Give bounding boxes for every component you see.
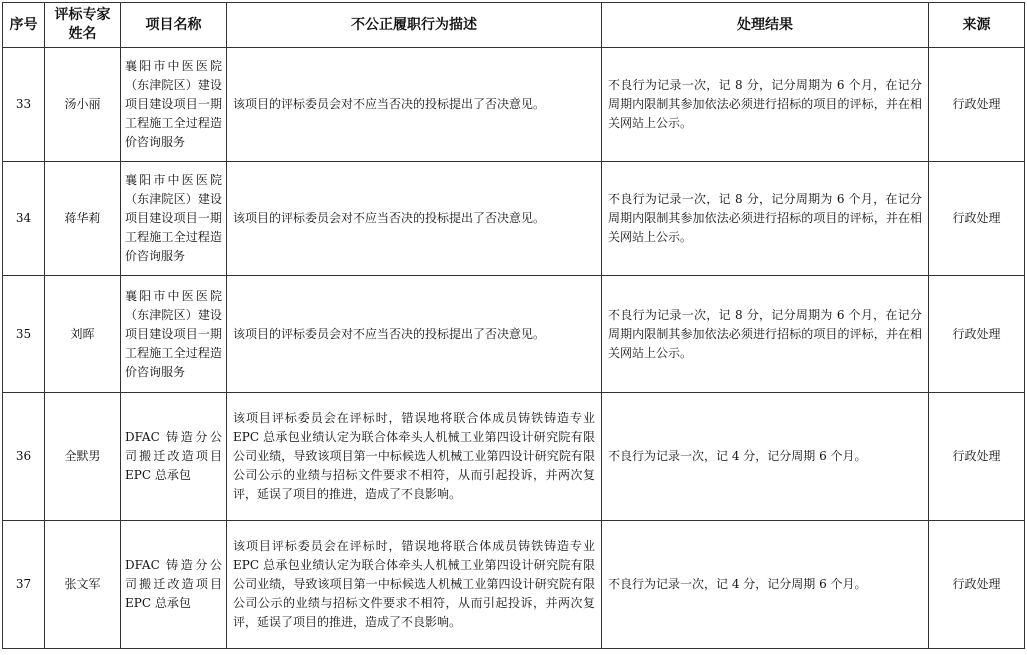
misconduct-description-cell: 该项目的评标委员会对不应当否决的投标提出了否决意见。 [227, 48, 602, 162]
serial-number-cell: 36 [3, 393, 45, 521]
header-misconduct-description: 不公正履职行为描述 [227, 3, 602, 48]
source-cell: 行政处理 [929, 48, 1025, 162]
penalty-records-table [2, 2, 1025, 649]
handling-result-cell: 不良行为记录一次，记 8 分，记分周期为 6 个月，在记分周期内限制其参加依法必须进行招标的项目的评标，并在相关网站上公示。 [602, 48, 929, 162]
project-name-cell: DFAC 铸造分公司搬迁改造项目 EPC 总承包 [121, 521, 227, 649]
expert-name-cell: 蒋华莉 [45, 162, 121, 276]
serial-number-cell: 35 [3, 276, 45, 393]
header-source: 来源 [929, 3, 1025, 48]
expert-name-cell: 汤小丽 [45, 48, 121, 162]
misconduct-description-cell: 该项目的评标委员会对不应当否决的投标提出了否决意见。 [227, 162, 602, 276]
project-name-cell: 襄阳市中医医院（东津院区）建设项目建设项目一期工程施工全过程造价咨询服务 [121, 48, 227, 162]
table-row [3, 276, 1025, 393]
expert-name-cell: 刘晖 [45, 276, 121, 393]
misconduct-description-cell: 该项目评标委员会在评标时，错误地将联合体成员铸铁铸造专业 EPC 总承包业绩认定为联合体牵头人机械工业第四设计研究院有限公司业绩，导致该项目第一中标候选人机械工业第四设计研究院有限公司公示的业绩与招标文件要求不相符，从而引起投诉，并两次复评，延误了项目的推进，造成了不良影响。 [227, 521, 602, 649]
source-cell: 行政处理 [929, 521, 1025, 649]
table-row [3, 521, 1025, 649]
serial-number-cell: 33 [3, 48, 45, 162]
project-name-cell: 襄阳市中医医院（东津院区）建设项目建设项目一期工程施工全过程造价咨询服务 [121, 162, 227, 276]
project-name-cell: DFAC 铸造分公司搬迁改造项目 EPC 总承包 [121, 393, 227, 521]
handling-result-cell: 不良行为记录一次，记 8 分，记分周期为 6 个月，在记分周期内限制其参加依法必须进行招标的项目的评标，并在相关网站上公示。 [602, 162, 929, 276]
header-handling-result: 处理结果 [602, 3, 929, 48]
table-row [3, 393, 1025, 521]
table-header-row [3, 3, 1025, 48]
table-row [3, 48, 1025, 162]
handling-result-cell: 不良行为记录一次，记 8 分，记分周期为 6 个月，在记分周期内限制其参加依法必须进行招标的项目的评标，并在相关网站上公示。 [602, 276, 929, 393]
misconduct-description-cell: 该项目的评标委员会对不应当否决的投标提出了否决意见。 [227, 276, 602, 393]
header-project-name: 项目名称 [121, 3, 227, 48]
source-cell: 行政处理 [929, 162, 1025, 276]
handling-result-cell: 不良行为记录一次，记 4 分，记分周期 6 个月。 [602, 393, 929, 521]
serial-number-cell: 34 [3, 162, 45, 276]
source-cell: 行政处理 [929, 276, 1025, 393]
project-name-cell: 襄阳市中医医院（东津院区）建设项目建设项目一期工程施工全过程造价咨询服务 [121, 276, 227, 393]
header-expert-name: 评标专家 姓名 [45, 3, 121, 48]
expert-name-cell: 张文军 [45, 521, 121, 649]
misconduct-description-cell: 该项目评标委员会在评标时，错误地将联合体成员铸铁铸造专业 EPC 总承包业绩认定为联合体牵头人机械工业第四设计研究院有限公司业绩，导致该项目第一中标候选人机械工业第四设计研究院有限公司公示的业绩与招标文件要求不相符，从而引起投诉，并两次复评，延误了项目的推进，造成了不良影响。 [227, 393, 602, 521]
expert-name-cell: 全默男 [45, 393, 121, 521]
table-row [3, 162, 1025, 276]
handling-result-cell: 不良行为记录一次，记 4 分，记分周期 6 个月。 [602, 521, 929, 649]
header-serial-number: 序号 [3, 3, 45, 48]
source-cell: 行政处理 [929, 393, 1025, 521]
serial-number-cell: 37 [3, 521, 45, 649]
